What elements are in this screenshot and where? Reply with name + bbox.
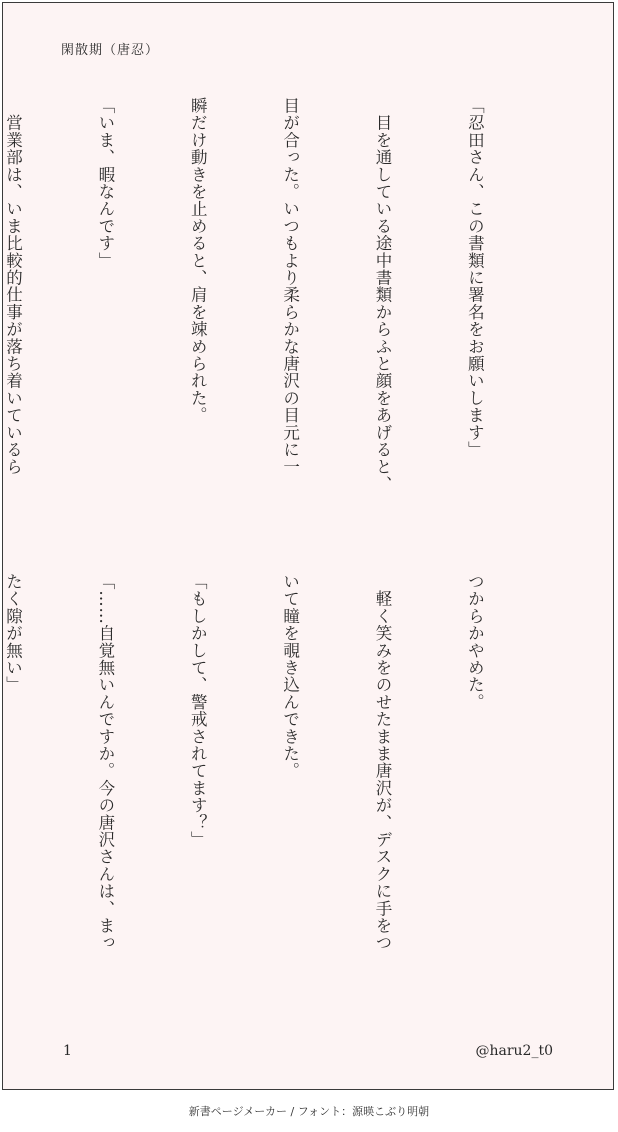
author-handle: @haru2_t0 [475, 1043, 553, 1059]
book-page [2, 2, 614, 1090]
text-line: 瞬だけ動きを止めると、肩を竦められた。 [188, 97, 208, 424]
text-line: 目を通している途中書類からふと顔をあげると、 [373, 97, 393, 493]
text-line: つからかやめた。 [465, 573, 485, 711]
text-line: 軽く笑みをのせたまま唐沢が、デスクに手をつ [373, 573, 393, 952]
generator-credit: 新書ページメーカー / フォント：源暎こぶり明朝 [188, 1105, 430, 1118]
text-line: いて瞳を覗き込んできた。 [280, 573, 300, 780]
text-line: 「忍田さん、この書類に署名をお願いします」 [465, 97, 485, 459]
text-block-upper [3, 97, 551, 529]
text-line: 目が合った。いつもより柔らかな唐沢の目元に一 [280, 97, 300, 476]
text-line: 「……自覚無いんですか。今の唐沢さんは、まっ [95, 573, 115, 952]
page-title: 閑散期（唐忍） [61, 43, 160, 58]
page-number: 1 [63, 1043, 72, 1059]
text-line: 「いま、暇なんです」 [95, 97, 115, 269]
text-line: 営業部は、いま比較的仕事が落ち着いているら [3, 97, 23, 476]
text-line: たく隙が無い」 [3, 573, 23, 694]
text-line: 「もしかして、警戒されてます？」 [188, 573, 208, 849]
text-block-lower [3, 573, 551, 1005]
